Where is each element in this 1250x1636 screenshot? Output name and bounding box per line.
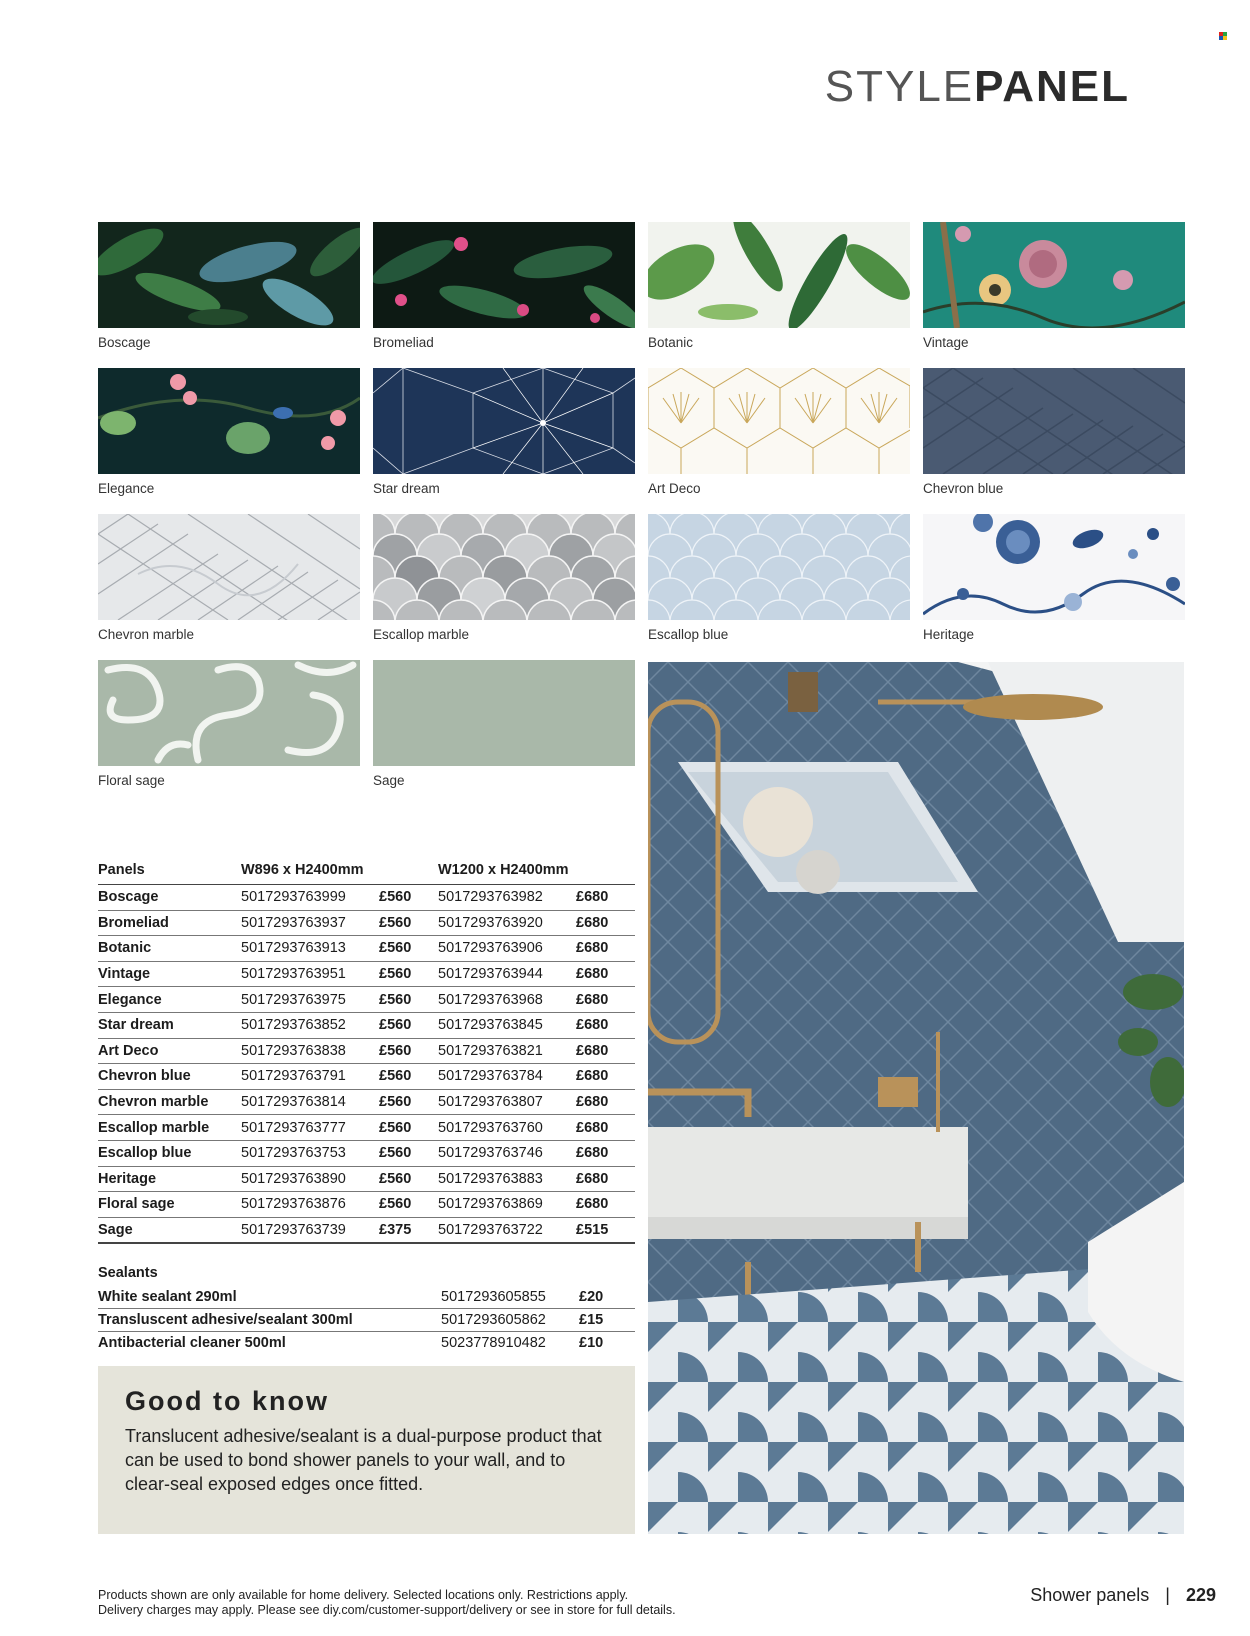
- price: £680: [576, 1166, 635, 1192]
- swatch-escallop-marble[interactable]: [373, 514, 635, 620]
- col-header-w896: W896 x H2400mm: [241, 858, 438, 885]
- price: £560: [379, 1064, 438, 1090]
- swatch-heritage[interactable]: [923, 514, 1185, 620]
- swatch-label: Sage: [373, 773, 405, 788]
- table-row: [98, 1166, 635, 1192]
- panels-table: [98, 858, 635, 1244]
- price: £15: [579, 1312, 604, 1328]
- product-code: 5017293763883: [438, 1166, 576, 1192]
- swatch-label: Elegance: [98, 481, 155, 496]
- footnote-line: Delivery charges may apply. Please see diy.com/customer-support/delivery or see in store for full details.: [98, 1603, 676, 1617]
- panel-name: Botanic: [98, 936, 241, 962]
- table-row: [98, 1332, 635, 1354]
- panel-name: Vintage: [98, 961, 241, 987]
- sealant-name: White sealant 290ml: [98, 1289, 237, 1305]
- product-code: 5017293763739: [241, 1217, 379, 1243]
- table-row: [98, 885, 635, 911]
- sealant-name: Antibacterial cleaner 500ml: [98, 1335, 286, 1351]
- price: £560: [379, 987, 438, 1013]
- swatch-label: Vintage: [923, 335, 969, 350]
- sealants-heading: Sealants: [98, 1265, 158, 1281]
- product-code: 5017293605855: [441, 1289, 546, 1305]
- swatch-elegance[interactable]: [98, 368, 360, 474]
- table-row: [98, 1115, 635, 1141]
- table-row: [98, 1064, 635, 1090]
- product-code: 5017293763869: [438, 1192, 576, 1218]
- price: £375: [379, 1217, 438, 1243]
- swatch-chevron-marble[interactable]: [98, 514, 360, 620]
- price: £560: [379, 1140, 438, 1166]
- swatch-botanic[interactable]: [648, 222, 910, 328]
- price: £680: [576, 961, 635, 987]
- table-row: [98, 936, 635, 962]
- table-row: [98, 1089, 635, 1115]
- footnote-line: Products shown are only available for home delivery. Selected locations only. Restrictions apply.: [98, 1588, 629, 1602]
- swatch-floral-sage[interactable]: [98, 660, 360, 766]
- price: £560: [379, 1192, 438, 1218]
- product-code: 5017293763814: [241, 1089, 379, 1115]
- price: £680: [576, 1038, 635, 1064]
- swatch-label: Floral sage: [98, 773, 165, 788]
- product-code: 5023778910482: [441, 1335, 546, 1351]
- product-code: 5017293763920: [438, 910, 576, 936]
- product-code: 5017293763746: [438, 1140, 576, 1166]
- panel-name: Chevron marble: [98, 1089, 241, 1115]
- swatch-vintage[interactable]: [923, 222, 1185, 328]
- price: £10: [579, 1335, 604, 1351]
- product-code: 5017293763760: [438, 1115, 576, 1141]
- panel-name: Escallop marble: [98, 1115, 241, 1141]
- price: £680: [576, 1140, 635, 1166]
- price: £560: [379, 1012, 438, 1038]
- swatch-label: Art Deco: [648, 481, 701, 496]
- product-code: 5017293763807: [438, 1089, 576, 1115]
- price: £680: [576, 1064, 635, 1090]
- col-header-w1200: W1200 x H2400mm: [438, 858, 635, 885]
- swatch-boscage[interactable]: [98, 222, 360, 328]
- product-code: 5017293763791: [241, 1064, 379, 1090]
- sealant-name: Transluscent adhesive/sealant 300ml: [98, 1312, 353, 1328]
- delivery-footnote: [98, 1588, 676, 1618]
- product-code: 5017293763784: [438, 1064, 576, 1090]
- price: £680: [576, 885, 635, 911]
- product-code: 5017293763982: [438, 885, 576, 911]
- product-code: 5017293763906: [438, 936, 576, 962]
- page-title: STYLEPANEL: [824, 62, 1130, 111]
- table-row: [98, 1038, 635, 1064]
- product-code: 5017293763722: [438, 1217, 576, 1243]
- page-footer: [1030, 1585, 1216, 1606]
- swatch-label: Bromeliad: [373, 335, 434, 350]
- panel-name: Escallop blue: [98, 1140, 241, 1166]
- table-row: [98, 961, 635, 987]
- product-code: 5017293763753: [241, 1140, 379, 1166]
- price: £515: [576, 1217, 635, 1243]
- swatch-label: Botanic: [648, 335, 694, 350]
- swatch-label: Chevron marble: [98, 627, 195, 642]
- swatch-sage[interactable]: [373, 660, 635, 766]
- price: £560: [379, 1089, 438, 1115]
- table-row: [98, 1286, 635, 1309]
- price: £560: [379, 961, 438, 987]
- product-code: 5017293763852: [241, 1012, 379, 1038]
- panel-name: Bromeliad: [98, 910, 241, 936]
- swatch-escallop-blue[interactable]: [648, 514, 910, 620]
- panel-name: Heritage: [98, 1166, 241, 1192]
- panel-name: Sage: [98, 1217, 241, 1243]
- price: £680: [576, 987, 635, 1013]
- price: £560: [379, 1038, 438, 1064]
- price: £560: [379, 936, 438, 962]
- product-code: 5017293763975: [241, 987, 379, 1013]
- product-code: 5017293763777: [241, 1115, 379, 1141]
- footer-separator: |: [1165, 1585, 1170, 1605]
- panel-name: Floral sage: [98, 1192, 241, 1218]
- product-code: 5017293763968: [438, 987, 576, 1013]
- product-code: 5017293763944: [438, 961, 576, 987]
- price: £680: [576, 1012, 635, 1038]
- table-row: [98, 1309, 635, 1332]
- swatch-label: Escallop blue: [648, 627, 729, 642]
- swatch-label: Star dream: [373, 481, 440, 496]
- table-row: [98, 1140, 635, 1166]
- product-code: 5017293763937: [241, 910, 379, 936]
- col-header-panels: Panels: [98, 858, 241, 885]
- swatch-label: Escallop marble: [373, 627, 470, 642]
- swatch-label: Chevron blue: [923, 481, 1004, 496]
- table-row: [98, 1012, 635, 1038]
- page-number: 229: [1185, 1585, 1216, 1605]
- product-code: 5017293763876: [241, 1192, 379, 1218]
- table-row: [98, 1192, 635, 1218]
- corner-color-mark: [1219, 32, 1227, 40]
- table-row: [98, 1217, 635, 1243]
- price: £560: [379, 885, 438, 911]
- price: £560: [379, 1166, 438, 1192]
- product-code: 5017293763838: [241, 1038, 379, 1064]
- good-to-know-box: [98, 1366, 635, 1534]
- swatch-label: Boscage: [98, 335, 151, 350]
- swatch-art-deco[interactable]: [648, 368, 910, 474]
- price: £680: [576, 1115, 635, 1141]
- price: £680: [576, 936, 635, 962]
- good-to-know-text: Translucent adhesive/sealant is a dual-purpose product that can be used to bond shower panels to your wall, and to clear-seal exposed edges once fitted.: [125, 1426, 602, 1494]
- section-name: Shower panels: [1030, 1585, 1150, 1605]
- table-row: [98, 910, 635, 936]
- swatch-star-dream[interactable]: [373, 368, 635, 474]
- product-code: 5017293763913: [241, 936, 379, 962]
- swatch-label: Heritage: [923, 627, 975, 642]
- price: £680: [576, 910, 635, 936]
- panel-name: Chevron blue: [98, 1064, 241, 1090]
- table-row: [98, 987, 635, 1013]
- swatch-chevron-blue[interactable]: [923, 368, 1185, 474]
- sealants-table: [98, 1260, 635, 1354]
- price: £680: [576, 1089, 635, 1115]
- product-code: 5017293763821: [438, 1038, 576, 1064]
- swatch-bromeliad[interactable]: [373, 222, 635, 328]
- panel-name: Art Deco: [98, 1038, 241, 1064]
- good-to-know-heading: Good to know: [125, 1386, 329, 1416]
- product-code: 5017293763951: [241, 961, 379, 987]
- price: £680: [576, 1192, 635, 1218]
- product-code: 5017293605862: [441, 1312, 546, 1328]
- product-code: 5017293763845: [438, 1012, 576, 1038]
- price: £20: [579, 1289, 604, 1305]
- product-code: 5017293763999: [241, 885, 379, 911]
- product-code: 5017293763890: [241, 1166, 379, 1192]
- bathroom-photo: [648, 662, 1184, 1534]
- panel-name: Elegance: [98, 987, 241, 1013]
- panel-name: Star dream: [98, 1012, 241, 1038]
- price: £560: [379, 1115, 438, 1141]
- price: £560: [379, 910, 438, 936]
- panel-name: Boscage: [98, 885, 241, 911]
